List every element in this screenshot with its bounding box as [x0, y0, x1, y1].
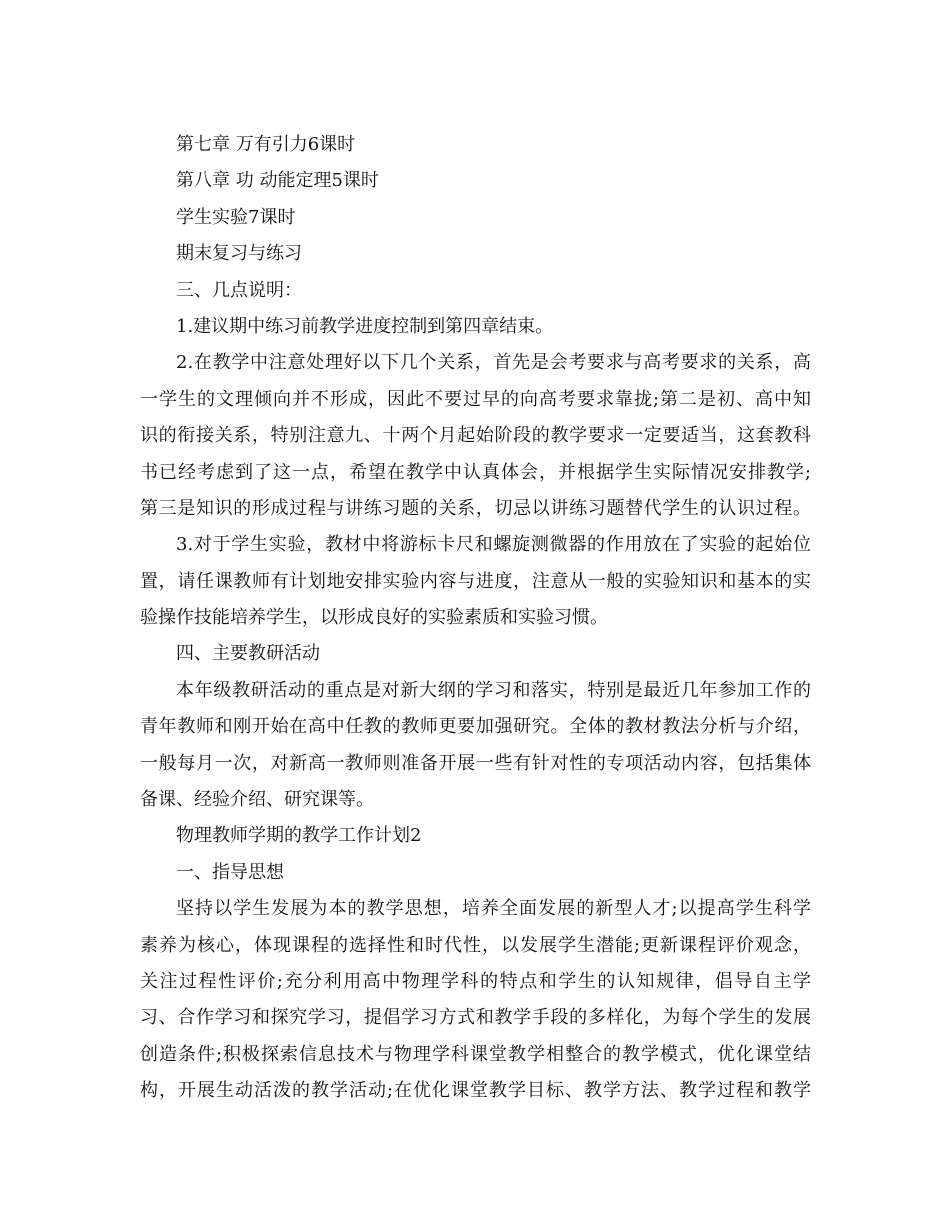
section-heading-research: 四、主要教研活动	[176, 643, 320, 665]
paragraph-line: 置，请任课教师有计划地安排实验内容与进度，注意从一般的实验知识和基本的实	[140, 570, 811, 592]
paragraph-line: 关注过程性评价;充分利用高中物理学科的特点和学生的认知规律，倡导自主学	[140, 970, 811, 992]
paragraph-line: 坚持以学生发展为本的教学思想，培养全面发展的新型人才;以提高学生科学	[176, 898, 811, 920]
document-subtitle: 物理教师学期的教学工作计划2	[176, 825, 422, 847]
final-review-line: 期末复习与练习	[176, 243, 302, 265]
paragraph-line: 识的衔接关系，特别注意九、十两个月起始阶段的教学要求一定要适当，这套教科	[140, 425, 811, 447]
paragraph-line: 一学生的文理倾向并不形成，因此不要过早的向高考要求靠拢;第二是初、高中知	[140, 388, 811, 410]
section-heading-notes: 三、几点说明：	[176, 279, 302, 301]
paragraph-line: 素养为核心，体现课程的选择性和时代性，以发展学生潜能;更新课程评价观念，	[140, 934, 811, 956]
paragraph-line: 书已经考虑到了这一点，希望在教学中认真体会，并根据学生实际情况安排教学;	[140, 461, 811, 483]
paragraph-line: 备课、经验介绍、研究课等。	[140, 789, 374, 811]
chapter-eight-line: 第八章 功 动能定理5课时	[176, 170, 379, 192]
section-heading-guiding-thought: 一、指导思想	[176, 861, 284, 883]
paragraph-line: 构，开展生动活泼的教学活动;在优化课堂教学目标、教学方法、教学过程和教学	[140, 1080, 811, 1102]
paragraph-line: 2.在教学中注意处理好以下几个关系，首先是会考要求与高考要求的关系，高	[176, 352, 811, 374]
paragraph-line: 验操作技能培养学生，以形成良好的实验素质和实验习惯。	[140, 607, 608, 629]
paragraph-line: 1.建议期中练习前教学进度控制到第四章结束。	[176, 315, 554, 337]
paragraph-line: 一般每月一次，对新高一教师则准备开展一些有针对性的专项活动内容，包括集体	[140, 752, 811, 774]
chapter-seven-line: 第七章 万有引力6课时	[176, 134, 356, 155]
student-experiment-line: 学生实验7课时	[176, 206, 296, 228]
paragraph-line: 3.对于学生实验，教材中将游标卡尺和螺旋测微器的作用放在了实验的起始位	[176, 534, 811, 556]
paragraph-line: 本年级教研活动的重点是对新大纲的学习和落实，特别是最近几年参加工作的	[176, 679, 811, 701]
paragraph-line: 第三是知识的形成过程与讲练习题的关系，切忌以讲练习题替代学生的认识过程。	[140, 497, 811, 519]
paragraph-line: 习、合作学习和探究学习，提倡学习方式和教学手段的多样化，为每个学生的发展	[140, 1007, 811, 1029]
paragraph-line: 青年教师和刚开始在高中任教的教师更要加强研究。全体的教材教法分析与介绍，	[140, 716, 811, 738]
document-page	[140, 127, 811, 1110]
paragraph-line: 创造条件;积极探索信息技术与物理学科课堂教学相整合的教学模式，优化课堂结	[140, 1043, 811, 1065]
